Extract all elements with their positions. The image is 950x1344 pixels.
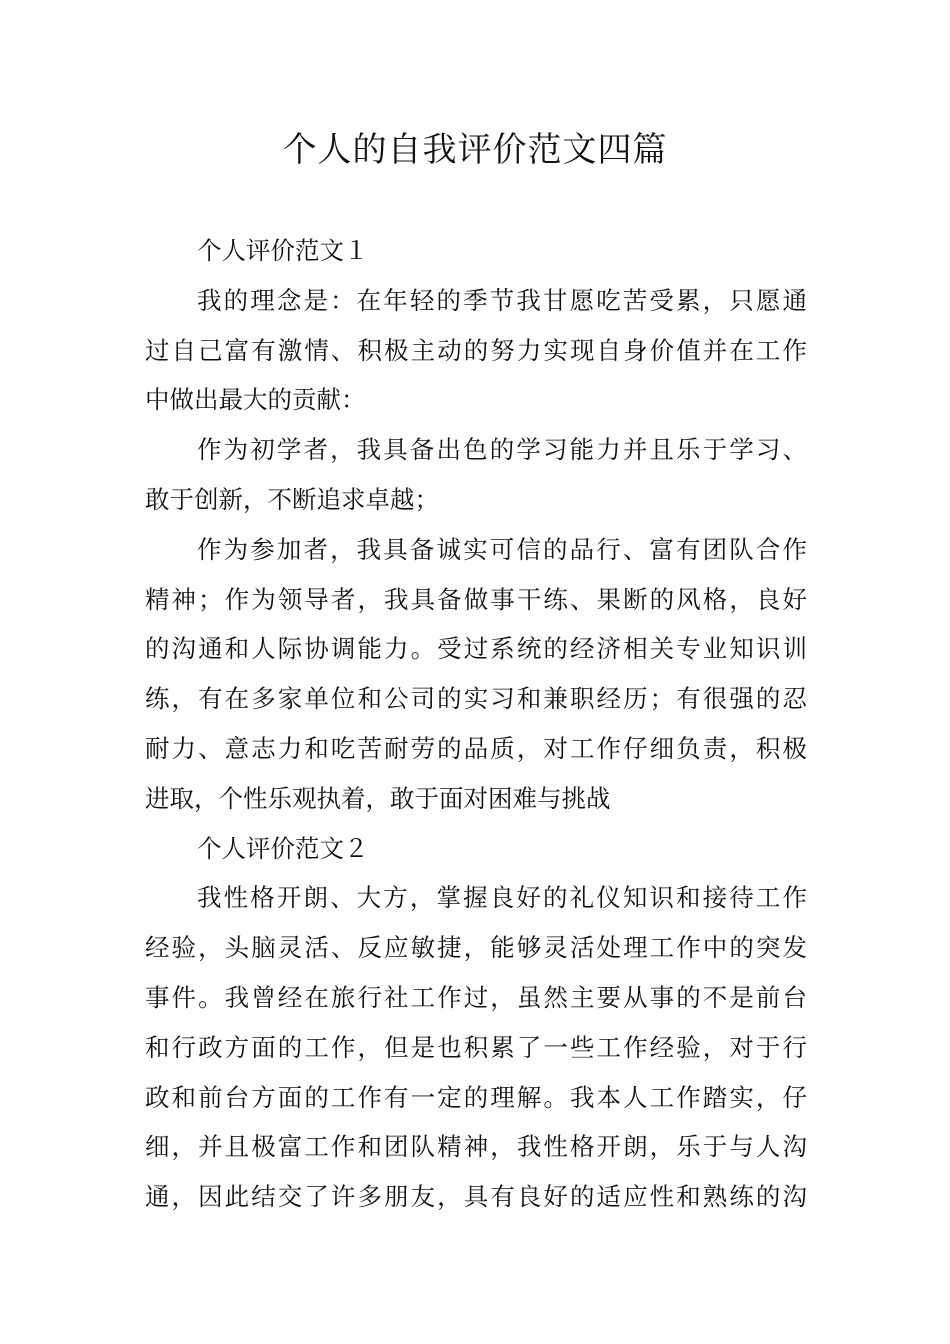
text-line: 事件。我曾经在旅行社工作过，虽然主要从事的不是前台 [145, 982, 807, 1012]
text-line: 和行政方面的工作，但是也积累了一些工作经验，对于行 [145, 1032, 807, 1062]
text-line: 的沟通和人际协调能力。受过系统的经济相关专业知识训 [145, 634, 807, 664]
text-line: 个人评价范文２ [197, 833, 369, 863]
text-line: 通，因此结交了许多朋友，具有良好的适应性和熟练的沟 [145, 1182, 807, 1212]
text-line: 进取，个性乐观执着，敢于面对困难与挑战 [145, 783, 611, 813]
text-line: 细，并且极富工作和团队精神，我性格开朗，乐于与人沟 [145, 1132, 807, 1162]
text-line: 我的理念是：在年轻的季节我甘愿吃苦受累，只愿通 [197, 285, 807, 315]
text-line: 过自己富有激情、积极主动的努力实现自身价值并在工作 [145, 335, 807, 365]
text-line: 敢于创新，不断追求卓越； [145, 484, 439, 514]
text-line: 练，有在多家单位和公司的实习和兼职经历；有很强的忍 [145, 684, 807, 714]
text-line: 耐力、意志力和吃苦耐劳的品质，对工作仔细负责，积极 [145, 733, 807, 763]
text-line: 经验，头脑灵活、反应敏捷，能够灵活处理工作中的突发 [145, 933, 807, 963]
text-line: 作为初学者，我具备出色的学习能力并且乐于学习、 [197, 435, 807, 465]
text-line: 我性格开朗、大方，掌握良好的礼仪知识和接待工作 [197, 883, 807, 913]
document-body [145, 226, 807, 1222]
text-line: 政和前台方面的工作有一定的理解。我本人工作踏实，仔 [145, 1082, 807, 1112]
text-line: 精神；作为领导者，我具备做事干练、果断的风格，良好 [145, 584, 807, 614]
text-line: 中做出最大的贡献： [145, 385, 366, 415]
text-line: 作为参加者，我具备诚实可信的品行、富有团队合作 [197, 534, 807, 564]
document-title: 个人的自我评价范文四篇 [282, 130, 668, 170]
text-line: 个人评价范文１ [197, 236, 369, 265]
